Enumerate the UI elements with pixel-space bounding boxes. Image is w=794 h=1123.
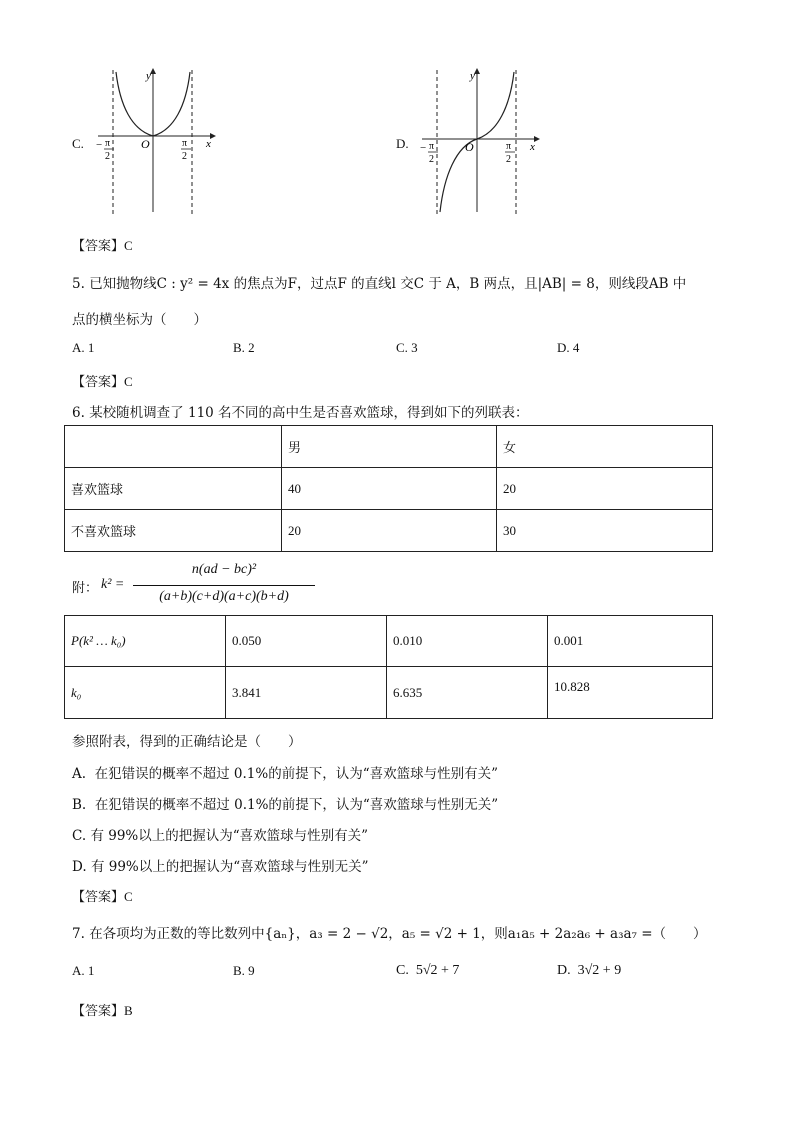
table-cell: 6.635: [387, 667, 548, 719]
formula-numerator: n(ad − bc)²: [191, 562, 257, 577]
graph-option-c: [92, 66, 222, 216]
q7-option-b: B. 9: [233, 963, 255, 978]
table-row: [65, 616, 713, 667]
q7-stem: 7. 在各项均为正数的等比数列中{aₙ}，a₃ = 2 − √2，a₅ = √2 + 1，则a₁a₅ + 2a₂a₆ + a₃a₇ =（ ）: [72, 926, 707, 942]
q6-option-c: C. 有 99%以上的把握认为“喜欢篮球与性别有关”: [72, 828, 369, 844]
answer-q6: 【答案】C: [72, 889, 133, 905]
q6-stem: 6. 某校随机调查了 110 名不同的高中生是否喜欢篮球，得到如下的列联表：: [72, 405, 529, 421]
answer-q4: 【答案】C: [72, 238, 133, 254]
y-label: y: [146, 70, 151, 82]
q7-option-d: D. 3√2 + 9: [557, 963, 622, 978]
minus-sign: −: [420, 142, 427, 154]
q5-option-d: D. 4: [557, 340, 580, 355]
table-row: [65, 426, 713, 468]
x-label: x: [206, 138, 211, 150]
q5-stem-line2: 点的横坐标为（ ）: [72, 312, 207, 328]
graph-option-d: [416, 66, 546, 216]
origin-label: O: [465, 140, 474, 154]
table-cell: [65, 426, 282, 468]
fraction-bar: [133, 585, 315, 586]
q5-option-b: B. 2: [233, 340, 255, 355]
q5-option-c: C. 3: [396, 340, 418, 355]
table-cell: 40: [282, 468, 497, 510]
q5-option-a: A. 1: [72, 340, 95, 355]
table-cell: 不喜欢篮球: [65, 510, 282, 552]
two-right: 2: [506, 154, 511, 165]
table-cell: 0.010: [387, 616, 548, 667]
table-cell: 男: [282, 426, 497, 468]
two-left: 2: [429, 154, 434, 165]
table-cell: 0.050: [226, 616, 387, 667]
two-right: 2: [182, 151, 187, 162]
table-cell: 30: [497, 510, 713, 552]
table-row: [65, 468, 713, 510]
q7-option-c: C. 5√2 + 7: [396, 963, 460, 978]
y-label: y: [470, 70, 475, 82]
pi-left: π: [105, 138, 111, 149]
table-cell: 10.828: [548, 667, 713, 719]
q6-option-a: A. 在犯错误的概率不超过 0.1%的前提下，认为“喜欢篮球与性别有关”: [72, 766, 499, 782]
q7-option-a: A. 1: [72, 963, 95, 978]
table-cell: 20: [497, 468, 713, 510]
option-c-label: C.: [72, 136, 84, 151]
q6-option-d: D. 有 99%以上的把握认为“喜欢篮球与性别无关”: [72, 859, 369, 875]
table-cell: k₀: [65, 667, 226, 719]
q6-question: 参照附表，得到的正确结论是（ ）: [72, 734, 302, 750]
critical-value-table: [64, 615, 713, 719]
pi-left: π: [429, 141, 435, 152]
formula-prefix: 附：: [72, 581, 99, 596]
two-left: 2: [105, 151, 110, 162]
q5-stem-line1: 5. 已知抛物线C : y² = 4x 的焦点为F，过点F 的直线l 交C 于 A，B 两点，且|AB| = 8，则线段AB 中: [72, 276, 687, 292]
x-label: x: [530, 141, 535, 153]
answer-q5: 【答案】C: [72, 374, 133, 390]
table-row: [65, 667, 713, 719]
table-cell: 20: [282, 510, 497, 552]
table-cell: 女: [497, 426, 713, 468]
pi-right: π: [506, 141, 512, 152]
table-cell: 3.841: [226, 667, 387, 719]
pi-right: π: [182, 138, 188, 149]
table-row: [65, 510, 713, 552]
formula-lhs: k² =: [101, 577, 125, 592]
table-cell: 0.001: [548, 616, 713, 667]
table-cell: 喜欢篮球: [65, 468, 282, 510]
table-cell: P(k² … k₀): [65, 616, 226, 667]
origin-label: O: [141, 137, 150, 151]
answer-q7: 【答案】B: [72, 1003, 133, 1019]
formula-denominator: (a+b)(c+d)(a+c)(b+d): [159, 589, 289, 604]
option-d-label: D.: [396, 136, 409, 151]
q6-option-b: B. 在犯错误的概率不超过 0.1%的前提下，认为“喜欢篮球与性别无关”: [72, 797, 499, 813]
minus-sign: −: [96, 139, 103, 151]
contingency-table: [64, 425, 713, 552]
